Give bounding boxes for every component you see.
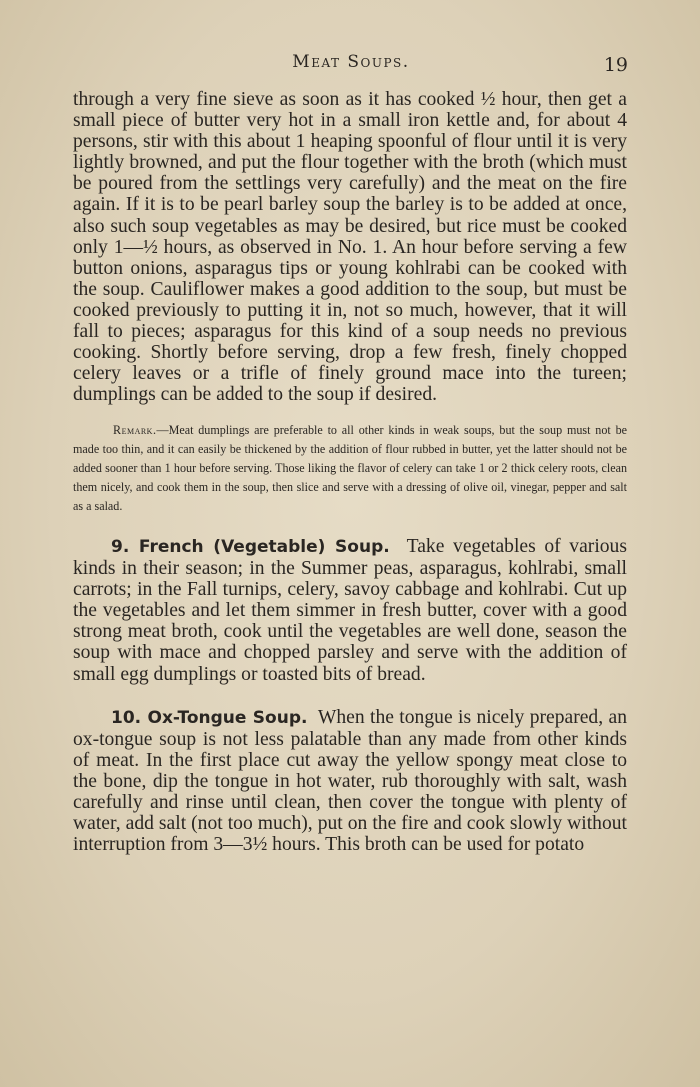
recipe-text: Take vegetables of various kinds in their season; in the Summer peas, asparagus, kohlrabi, small carrots; in the Fall turnips, celery, savoy cabbage and kohlrabi. Cut up the vegetables and let them simmer in fresh butter, cover with a good strong meat broth, cook until the vegetables are well done, season the soup with mace and chopped parsley and serve with the addition of small egg dumplings or toasted bits of bread.	[73, 535, 627, 685]
remark-label: Remark.	[113, 423, 157, 438]
recipe-heading: 10. Ox-Tongue Soup.	[111, 707, 308, 728]
page-header	[70, 52, 632, 82]
recipe-text: When the tongue is nicely prepared, an ox-tongue soup is not less palatable than any made from other kinds of meat. In the first place cut away the yellow spongy meat close to the bone, dip the tongue in hot water, rub thoroughly with salt, wash carefully and rinse until clean, then cover the tongue with plenty of water, add salt (not too much), put on the fire and cook slowly without interruption from 3—3½ hours. This broth can be used for potato	[73, 706, 627, 856]
continuation-paragraph: through a very fine sieve as soon as it has cooked ½ hour, then get a small piece of butter very hot in a small iron kettle and, for about 4 persons, stir with this about 1 heaping spoonful of flour until it is very lightly browned, and put the flour together with the broth (which must be poured from the settlings very carefully) and the meat on the fire again. If it is to be pearl barley soup the barley is to be added at once, also such soup vegetables as may be desired, but rice must be cooked only 1—½ hours, as observed in No. 1. An hour before serving a few button onions, asparagus tips or young kohlrabi can be cooked with the soup. Cauliflower makes a good addition to the soup, but must be cooked previously to putting it in, not so much, however, that it will fall to pieces; asparagus for this kind of a soup needs no previous cooking. Shortly before serving, drop a few fresh, finely chopped celery leaves or a trifle of finely ground mace into the tureen; dumplings can be added to the soup if desired.	[73, 89, 627, 406]
recipe-heading: 9. French (Vegetable) Soup.	[111, 536, 390, 557]
recipe-french-vegetable-soup	[73, 536, 627, 685]
page-body	[73, 89, 627, 855]
remark-paragraph	[73, 421, 627, 516]
recipe-ox-tongue-soup	[73, 707, 627, 856]
remark-text: —Meat dumplings are preferable to all other kinds in weak soups, but the soup must not be made too thin, and it can easily be thickened by the addition of flour rubbed in butter, yet the latter should not be added sooner than 1 hour before serving. Those liking the flavor of celery can take 1 or 2 thick celery roots, clean them nicely, and cook them in the soup, then slice and serve with a dressing of olive oil, vinegar, pepper and salt as a salad.	[73, 423, 627, 514]
running-head: Meat Soups.	[292, 52, 410, 72]
page-number: 19	[603, 54, 628, 76]
